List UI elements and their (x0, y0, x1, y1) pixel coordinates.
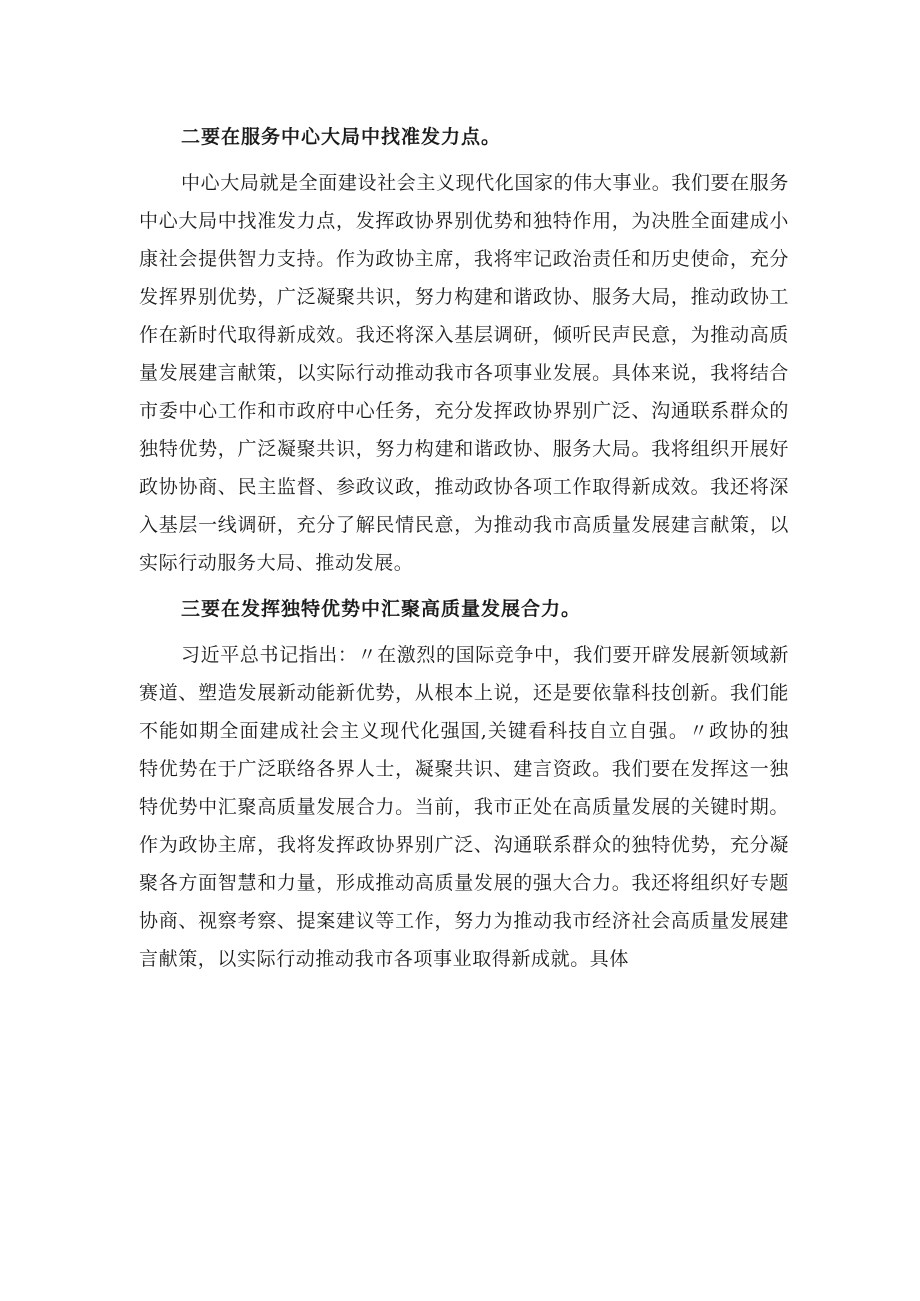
section-heading-3: 三要在发挥独特优势中汇聚高质量发展合力。 (181, 598, 582, 620)
section-paragraph-3: 习近平总书记指出：〃在激烈的国际竞争中，我们要开辟发展新领域新赛道、塑造发展新动能新优势，从根本上说，还是要依靠科技创新。我们能不能如期全面建成社会主义现代化强国,关键看科技自立自强。〃政协的独特优势在于广泛联络各界人士，凝聚共识、建言资政。我们要在发挥这一独特优势中汇聚高质量发展合力。当前，我市正处在高质量发展的关键时期。作为政协主席，我将发挥政协界别广泛、沟通联系群众的独特优势，充分凝聚各方面智慧和力量，形成推动高质量发展的强大合力。我还将组织好专题协商、视察考察、提案建议等工作，努力为推动我市经济社会高质量发展建言献策，以实际行动推动我市各项事业取得新成就。具体 (139, 644, 789, 970)
section-paragraph-2: 中心大局就是全面建设社会主义现代化国家的伟大事业。我们要在服务中心大局中找准发力点，发挥政协界别优势和独特作用，为决胜全面建成小康社会提供智力支持。作为政协主席，我将牢记政治责任和历史使命，充分发挥界别优势，广泛凝聚共识，努力构建和谐政协、服务大局，推动政协工作在新时代取得新成效。我还将深入基层调研，倾听民声民意，为推动高质量发展建言献策，以实际行动推动我市各项事业发展。具体来说，我将结合市委中心工作和市政府中心任务，充分发挥政协界别广泛、沟通联系群众的独特优势，广泛凝聚共识，努力构建和谐政协、服务大局。我将组织开展好政协协商、民主监督、参政议政，推动政协各项工作取得新成效。我还将深入基层一线调研，充分了解民情民意，为推动我市高质量发展建言献策，以实际行动服务大局、推动发展。 (139, 172, 789, 574)
document-body (139, 118, 789, 986)
section-heading-2: 二要在服务中心大局中找准发力点。 (181, 126, 502, 148)
